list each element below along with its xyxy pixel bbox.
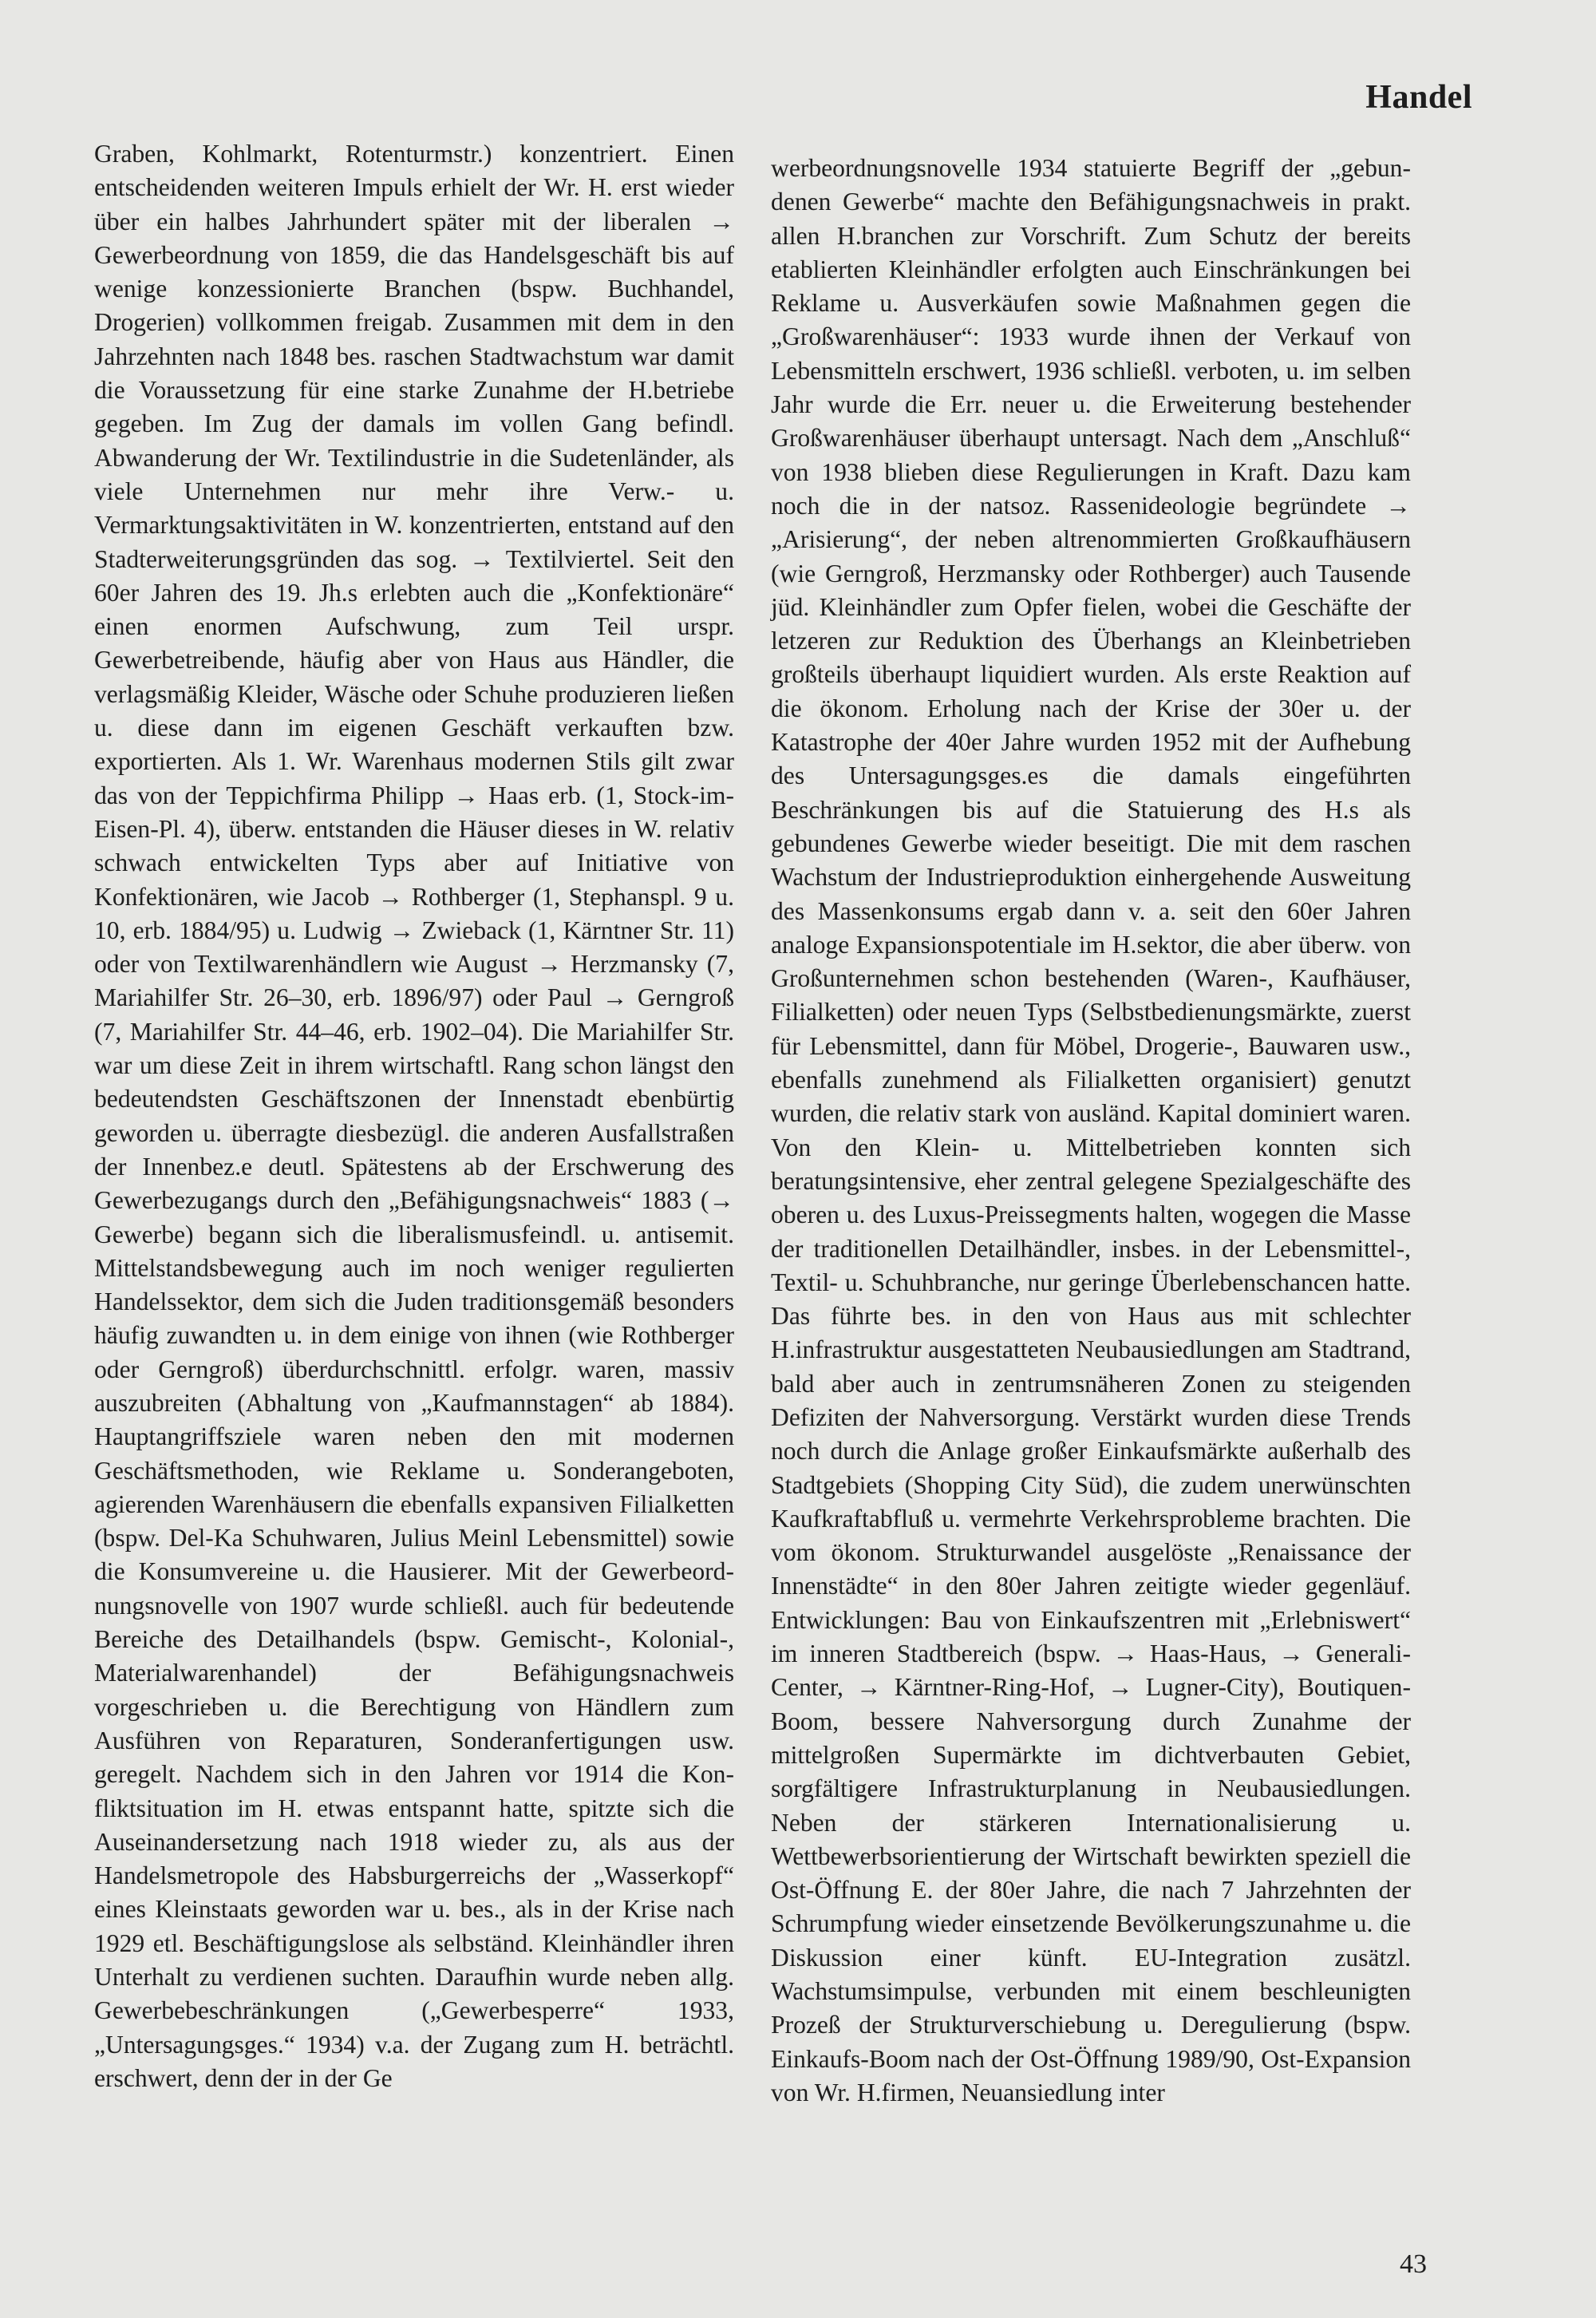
page-number: 43 bbox=[1400, 2249, 1427, 2279]
text-column-right: werbeordnungsnovelle 1934 statuierte Begriff der „gebundenen Gewerbe“ machte den Befähigungsnachweis in prakt. allen H.branchen zur Vorschrift. Zum Schutz der bereits etablierten Kleinhändler erfolgten auch Einschränkungen bei Reklame u. Ausverkäufen sowie Maßnahmen gegen die „Großwarenhäuser“: 1933 wurde ihnen der Verkauf von Lebensmitteln erschwert, 1936 schließl. verboten, u. im selben Jahr wurde die Err. neuer u. die Erweiterung bestehender Großwarenhäuser überhaupt untersagt. Nach dem „Anschluß“ von 1938 blieben diese Regulierungen in Kraft. Dazu kam noch die in der natsoz. Rassenideologie begründete → „Arisierung“, der neben altrenommierten Großkaufhäusern (wie Gerngroß, Herzmansky oder Rothberger) auch Tausende jüd. Kleinhändler zum Opfer fielen, wobei die Geschäfte der letzeren zur Reduktion des Überhangs an Kleinbetrieben großteils überhaupt liquidiert wurden. Als erste Reaktion auf die ökonom. Erholung nach der Krise der 30er u. der Katastrophe der 40er Jahre wurden 1952 mit der Aufhebung des Untersagungsges.es die damals eingeführten Beschränkungen bis auf die Statuierung des H.s als gebundenes Gewerbe wieder beseitigt. Die mit dem raschen Wachstum der Industrieproduktion einhergehende Ausweitung des Massenkonsums ergab dann v. a. seit den 60er Jahren analoge Expansionspotentiale im H.sektor, die aber überw. von Großunternehmen schon bestehenden (Waren-, Kaufhäuser, Filialketten) oder neuen Typs (Selbstbedienungsmärkte, zuerst für Lebensmittel, dann für Möbel, Drogerie-, Bauwaren usw., ebenfalls zunehmend als Filialketten organisiert) genutzt wurden, die relativ stark von ausländ. Kapital dominiert waren. Von den Klein- u. Mittelbetrieben konnten sich beratungsintensive, eher zentral gelegene Spezialgeschäfte des oberen u. des Luxus-Preissegments halten, wogegen die Masse der traditionellen Detailhändler, insbes. in der Lebensmittel-, Textil- u. Schuhbranche, nur geringe Überlebenschancen hatte. Das führte bes. in den von Haus aus mit schlechter H.infrastruktur ausgestatteten Neubausiedlungen am Stadtrand, bald aber auch in zentrumsnäheren Zonen zu steigenden Defiziten der Nahversorgung. Verstärkt wurden diese Trends noch durch die Anlage großer Einkaufsmärkte außerhalb des Stadtgebiets (Shopping City Süd), die zudem unerwünschten Kaufkraftabfluß u. vermehrte Verkehrsprobleme brachten. Die vom ökonom. Strukturwandel ausgelöste „Renaissance der Innenstädte“ in den 80er Jahren zeitigte wieder gegenläuf. Entwicklungen: Bau von Einkaufszentren mit „Erlebniswert“ im inneren Stadtbereich (bspw. → Haas-Haus, → Generali-Center, → Kärntner-Ring-Hof, → Lugner-City), Boutiquen-Boom, bessere Nahversorgung durch Zunahme der mittelgroßen Supermärkte im dichtverbauten Gebiet, sorgfältigere Infrastrukturplanung in Neubausiedlungen. Neben der stärkeren Internationalisierung u. Wettbewerbsorientierung der Wirtschaft bewirkten speziell die Ost-Öffnung E. der 80er Jahre, die nach 7 Jahrzehnten der Schrumpfung wieder einsetzende Bevölkerungszunahme u. die Diskussion einer künft. EU-Integration zusätzl. Wachstumsimpulse, verbunden mit einem beschleunigten Prozeß der Strukturverschiebung u. Deregulierung (bspw. Einkaufs-Boom nach der Ost-Öffnung 1989/90, Ost-Expansion von Wr. H.firmen, Neuansiedlung inter bbox=[771, 154, 1411, 2106]
text-column-left: Graben, Kohlmarkt, Rotenturmstr.) konzentriert. Einen entscheidenden weiteren Impuls erhielt der Wr. H. erst wieder über ein halbes Jahrhundert später mit der liberalen → Gewerbeordnung von 1859, die das Handelsgeschäft bis auf wenige konzessionierte Branchen (bspw. Buchhandel, Drogerien) vollkommen freigab. Zusammen mit dem in den Jahrzehnten nach 1848 bes. raschen Stadtwachstum war damit die Voraussetzung für eine starke Zunahme der H.betriebe gegeben. Im Zug der damals im vollen Gang befindl. Abwanderung der Wr. Textilindustrie in die Sudetenländer, als viele Unternehmen nur mehr ihre Verw.- u. Vermarktungsaktivitäten in W. konzentrierten, entstand auf den Stadterweiterungsgründen das sog. → Textilviertel. Seit den 60er Jahren des 19. Jh.s erlebten auch die „Konfektionäre“ einen enormen Aufschwung, zum Teil urspr. Gewerbetreibende, häufig aber von Haus aus Händler, die verlagsmäßig Kleider, Wäsche oder Schuhe produzieren ließen u. diese dann im eigenen Geschäft verkauften bzw. exportierten. Als 1. Wr. Warenhaus modernen Stils gilt zwar das von der Teppichfirma Philipp → Haas erb. (1, Stock-im-Eisen-Pl. 4), überw. entstanden die Häuser dieses in W. relativ schwach entwickelten Typs aber auf Initiative von Konfektionären, wie Jacob → Rothberger (1, Stephanspl. 9 u. 10, erb. 1884/95) u. Ludwig → Zwieback (1, Kärntner Str. 11) oder von Textilwarenhändlern wie August → Herzmansky (7, Mariahilfer Str. 26–30, erb. 1896/97) oder Paul → Gerngroß (7, Mariahilfer Str. 44–46, erb. 1902–04). Die Mariahilfer Str. war um diese Zeit in ihrem wirtschaftl. Rang schon längst den bedeutendsten Geschäftszonen der Innenstadt ebenbürtig geworden u. überragte diesbezügl. die anderen Ausfallstraßen der Innenbez.e deutl. Spätestens ab der Erschwerung des Gewerbezugangs durch den „Befähigungsnachweis“ 1883 (→ Gewerbe) begann sich die liberalismusfeindl. u. antisemit. Mittelstandsbewegung auch im noch weniger regulierten Handelssektor, dem sich die Juden traditionsgemäß besonders häufig zuwandten u. in dem einige von ihnen (wie Rothberger oder Gerngroß) überdurchschnittl. erfolgr. waren, massiv auszubreiten (Abhaltung von „Kaufmannstagen“ ab 1884). Hauptangriffsziele waren neben den mit modernen Geschäftsmethoden, wie Reklame u. Sonderangeboten, agierenden Warenhäusern die ebenfalls expansiven Filialketten (bspw. Del-Ka Schuhwaren, Julius Meinl Lebensmittel) sowie die Konsumvereine u. die Hausierer. Mit der Gewerbeordnungsnovelle von 1907 wurde schließl. auch für bedeutende Bereiche des Detailhandels (bspw. Gemischt-, Kolonial-, Materialwarenhandel) der Befähigungsnachweis vorgeschrieben u. die Berechtigung von Händlern zum Ausführen von Reparaturen, Sonderanfertigungen usw. geregelt. Nachdem sich in den Jahren vor 1914 die Konfliktsituation im H. etwas entspannt hatte, spitzte sich die Auseinandersetzung nach 1918 wieder zu, als aus der Handelsmetropole des Habsburgerreichs der „Wasserkopf“ eines Kleinstaats geworden war u. bes., als in der Krise nach 1929 etl. Beschäftigungslose als selbständ. Kleinhändler ihren Unterhalt zu verdienen suchten. Daraufhin wurde neben allg. Gewerbebeschränkungen („Gewerbesperre“ 1933, „Untersagungsges.“ 1934) v.a. der Zugang zum H. beträchtl. erschwert, denn der in der Ge bbox=[94, 140, 734, 2092]
running-head: Handel bbox=[1365, 79, 1472, 116]
